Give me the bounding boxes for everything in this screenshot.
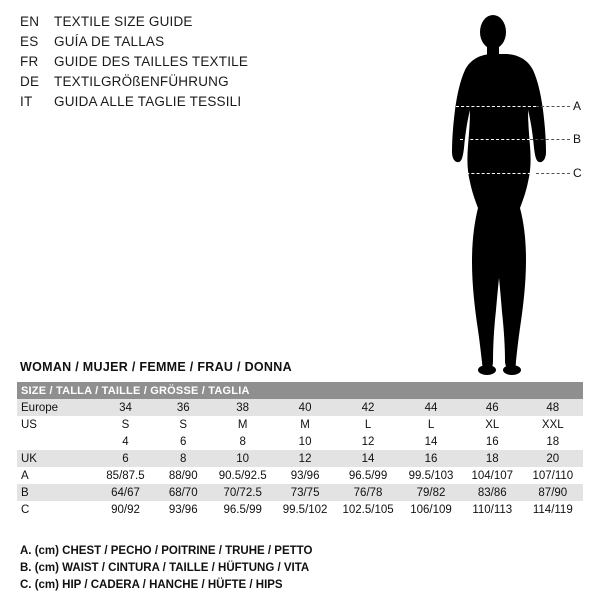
cell: 14 bbox=[400, 433, 462, 450]
cell: 83/86 bbox=[462, 484, 523, 501]
cell: M bbox=[274, 416, 336, 433]
row-label-a: A bbox=[17, 467, 96, 484]
language-code-en: EN bbox=[20, 14, 40, 29]
cell: 99.5/102 bbox=[274, 501, 336, 518]
size-table bbox=[17, 382, 583, 518]
cell: XL bbox=[462, 416, 523, 433]
cell: 87/90 bbox=[523, 484, 583, 501]
cell: 46 bbox=[462, 399, 523, 416]
cell: 102.5/105 bbox=[336, 501, 400, 518]
table-row bbox=[17, 450, 583, 467]
cell: 96.5/99 bbox=[336, 467, 400, 484]
cell: 48 bbox=[523, 399, 583, 416]
cell: 4 bbox=[96, 433, 155, 450]
cell: 38 bbox=[211, 399, 274, 416]
cell: 8 bbox=[211, 433, 274, 450]
language-text-fr: GUIDE DES TAILLES TEXTILE bbox=[54, 54, 249, 69]
cell: 73/75 bbox=[274, 484, 336, 501]
cell: 40 bbox=[274, 399, 336, 416]
table-row bbox=[17, 416, 583, 433]
table-row bbox=[17, 433, 583, 450]
table-row bbox=[17, 399, 583, 416]
cell: 18 bbox=[523, 433, 583, 450]
language-text-it: GUIDA ALLE TAGLIE TESSILI bbox=[54, 94, 242, 109]
row-label-c: C bbox=[17, 501, 96, 518]
cell: 106/109 bbox=[400, 501, 462, 518]
cell: 10 bbox=[274, 433, 336, 450]
language-text-es: GUÍA DE TALLAS bbox=[54, 34, 165, 49]
cell: 93/96 bbox=[274, 467, 336, 484]
cell: 68/70 bbox=[155, 484, 211, 501]
language-row-en bbox=[20, 14, 350, 34]
cell: 16 bbox=[462, 433, 523, 450]
measure-line-a-outer bbox=[536, 106, 570, 107]
language-code-fr: FR bbox=[20, 54, 39, 69]
cell: 96.5/99 bbox=[211, 501, 274, 518]
cell: 114/119 bbox=[523, 501, 583, 518]
row-label-uk: UK bbox=[17, 450, 96, 467]
measure-line-b-outer bbox=[530, 139, 570, 140]
cell: 18 bbox=[462, 450, 523, 467]
language-row-de bbox=[20, 74, 350, 94]
cell: XXL bbox=[523, 416, 583, 433]
cell: 104/107 bbox=[462, 467, 523, 484]
cell: M bbox=[211, 416, 274, 433]
note-b: B. (cm) WAIST / CINTURA / TAILLE / HÜFTUNG / VITA bbox=[20, 562, 310, 574]
row-label-us: US bbox=[17, 416, 96, 433]
cell: 79/82 bbox=[400, 484, 462, 501]
cell: 85/87.5 bbox=[96, 467, 155, 484]
size-table-wrapper bbox=[17, 382, 583, 518]
language-header-block bbox=[20, 14, 350, 114]
cell: 99.5/103 bbox=[400, 467, 462, 484]
cell: 12 bbox=[274, 450, 336, 467]
language-row-es bbox=[20, 34, 350, 54]
cell: 70/72.5 bbox=[211, 484, 274, 501]
language-row-it bbox=[20, 94, 350, 114]
cell: 12 bbox=[336, 433, 400, 450]
row-label-us-numeric bbox=[17, 433, 96, 450]
cell: 64/67 bbox=[96, 484, 155, 501]
table-row bbox=[17, 484, 583, 501]
cell: 107/110 bbox=[523, 467, 583, 484]
cell: 90/92 bbox=[96, 501, 155, 518]
cell: 10 bbox=[211, 450, 274, 467]
row-label-b: B bbox=[17, 484, 96, 501]
measure-line-c-inner bbox=[456, 173, 536, 174]
cell: 42 bbox=[336, 399, 400, 416]
cell: L bbox=[400, 416, 462, 433]
table-row bbox=[17, 467, 583, 484]
cell: L bbox=[336, 416, 400, 433]
cell: 110/113 bbox=[462, 501, 523, 518]
cell: 34 bbox=[96, 399, 155, 416]
measure-line-a-inner bbox=[456, 106, 536, 107]
note-c: C. (cm) HIP / CADERA / HANCHE / HÜFTE / HIPS bbox=[20, 579, 283, 591]
measurement-notes bbox=[20, 543, 312, 594]
cell: 88/90 bbox=[155, 467, 211, 484]
note-a: A. (cm) CHEST / PECHO / POITRINE / TRUHE / PETTO bbox=[20, 545, 313, 557]
language-text-de: TEXTILGRÖßENFÜHRUNG bbox=[54, 74, 229, 89]
measure-label-b: B bbox=[573, 132, 582, 146]
language-row-fr bbox=[20, 54, 350, 74]
measurement-guides bbox=[400, 10, 590, 375]
row-label-europe: Europe bbox=[17, 399, 96, 416]
cell: S bbox=[96, 416, 155, 433]
table-header-label: SIZE / TALLA / TAILLE / GRÖSSE / TAGLIA bbox=[17, 382, 583, 399]
language-code-es: ES bbox=[20, 34, 39, 49]
language-code-it: IT bbox=[20, 94, 33, 109]
cell: 36 bbox=[155, 399, 211, 416]
measure-line-c-outer bbox=[536, 173, 570, 174]
table-header-row bbox=[17, 382, 583, 399]
measure-line-b-inner bbox=[460, 139, 530, 140]
cell: 14 bbox=[336, 450, 400, 467]
section-title: WOMAN / MUJER / FEMME / FRAU / DONNA bbox=[20, 360, 292, 374]
female-silhouette-figure bbox=[400, 10, 590, 375]
language-text-en: TEXTILE SIZE GUIDE bbox=[54, 14, 193, 29]
table-row bbox=[17, 501, 583, 518]
language-code-de: DE bbox=[20, 74, 40, 89]
cell: 6 bbox=[96, 450, 155, 467]
cell: 16 bbox=[400, 450, 462, 467]
measure-label-c: C bbox=[573, 166, 582, 180]
cell: 8 bbox=[155, 450, 211, 467]
cell: 44 bbox=[400, 399, 462, 416]
cell: 93/96 bbox=[155, 501, 211, 518]
cell: S bbox=[155, 416, 211, 433]
cell: 90.5/92.5 bbox=[211, 467, 274, 484]
cell: 76/78 bbox=[336, 484, 400, 501]
measure-label-a: A bbox=[573, 99, 582, 113]
cell: 6 bbox=[155, 433, 211, 450]
cell: 20 bbox=[523, 450, 583, 467]
